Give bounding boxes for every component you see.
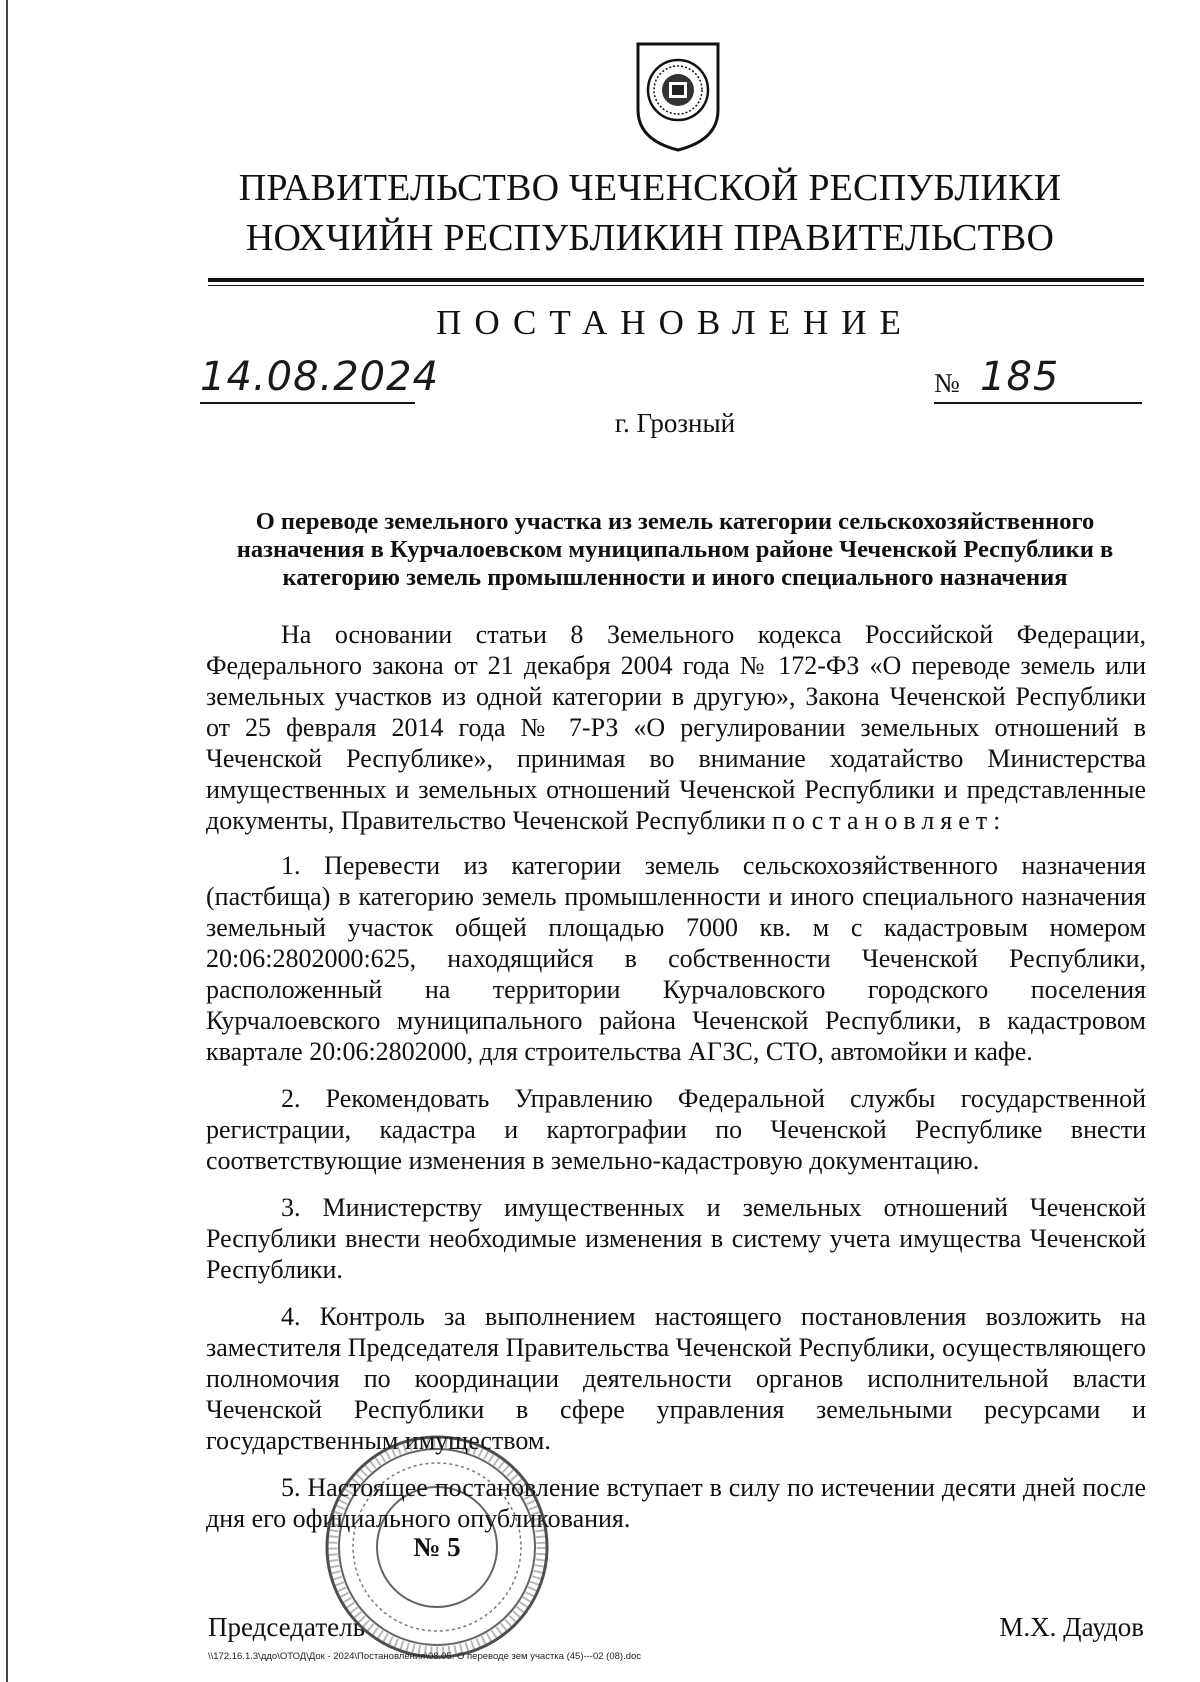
- decree-number: 185: [980, 354, 1060, 400]
- decree-item-1: 1. Перевести из категории земель сельскохозяйственного назначения (пастбища) в категорию земель промышленности и иного специального назначения земельный участок общей площадью 7000 кв. м с кадастровым номером 20:06:2802000:625, находящийся в собственности Чеченской Республики, расположенный на территории Курчаловского городского поселения Курчалоевского муниципального района Чеченской Республики, в кадастровом квартале 20:06:2802000, для строительства АГЗС, СТО, автомойки и кафе.: [206, 851, 1146, 1066]
- government-name-chechen: НОХЧИЙН РЕСПУБЛИКИН ПРАВИТЕЛЬСТВО: [245, 217, 1055, 259]
- preamble-paragraph: [206, 619, 1146, 836]
- decree-item-3: 3. Министерству имущественных и земельных отношений Чеченской Республики внести необходимые изменения в систему учета имущества Чеченской Республики.: [206, 1193, 1146, 1284]
- signatory-name: М.Х. Даудов: [999, 1612, 1144, 1642]
- issue-city: г. Грозный: [614, 408, 736, 438]
- seal-number: № 5: [413, 1532, 461, 1562]
- decree-title: О переводе земельного участка из земель категории сельскохозяйственного назначения в Курчалоевском муниципальном районе Чеченской Республики в категорию земель промышленности и иного специального назначения: [236, 508, 1114, 591]
- decree-body: [206, 619, 1146, 1550]
- preamble-verb: постановляет:: [772, 806, 1007, 835]
- header-divider-thick: [208, 278, 1144, 282]
- scan-edge-line: [6, 0, 8, 1682]
- decree-item-2: 2. Рекомендовать Управлению Федеральной службы государственной регистрации, кадастра и картографии по Чеченской Республике внести соответствующие изменения в земельно-кадастровую документацию.: [206, 1084, 1146, 1175]
- date-underline: [200, 402, 415, 404]
- preamble-text: На основании статьи 8 Земельного кодекса Российской Федерации, Федерального закона от 21 декабря 2004 года № 172-ФЗ «О переводе земель или земельных участков из одной категории в другую», Закона Чеченской Республики от 25 февраля 2014 года № 7-РЗ «О регулировании земельных отношений в Чеченской Республике», принимая во внимание ходатайство Министерства имущественных и земельных отношений Чеченской Республики и представленные документы, Правительство Чеченской Республики: [206, 620, 1146, 835]
- government-name-russian: ПРАВИТЕЛЬСТВО ЧЕЧЕНСКОЙ РЕСПУБЛИКИ: [238, 167, 1062, 209]
- signatory-role: Председатель: [208, 1612, 365, 1642]
- coat-of-arms-icon: [632, 40, 724, 152]
- decree-date: 14.08.2024: [200, 354, 440, 400]
- number-underline: [934, 402, 1142, 404]
- decree-number-label: №: [934, 368, 960, 398]
- decree-item-4: 4. Контроль за выполнением настоящего постановления возложить на заместителя Председателя Правительства Чеченской Республики, осуществляющего полномочия по координации деятельности органов исполнительной власти Чеченской Республики в сфере управления земельными ресурсами и государственным имуществом.: [206, 1302, 1146, 1455]
- header-divider-thin: [208, 285, 1144, 286]
- document-type-heading: ПОСТАНОВЛЕНИЕ: [436, 303, 914, 342]
- decree-item-5: 5. Настоящее постановление вступает в силу по истечении десяти дней после дня его официального опубликования.: [206, 1473, 1146, 1533]
- footer-file-path: \\172.16.1.3\ддо\ОТОД\Док - 2024\Постановления\08.05. О переводе зем участка (45)---02 (08).doc: [208, 1651, 642, 1662]
